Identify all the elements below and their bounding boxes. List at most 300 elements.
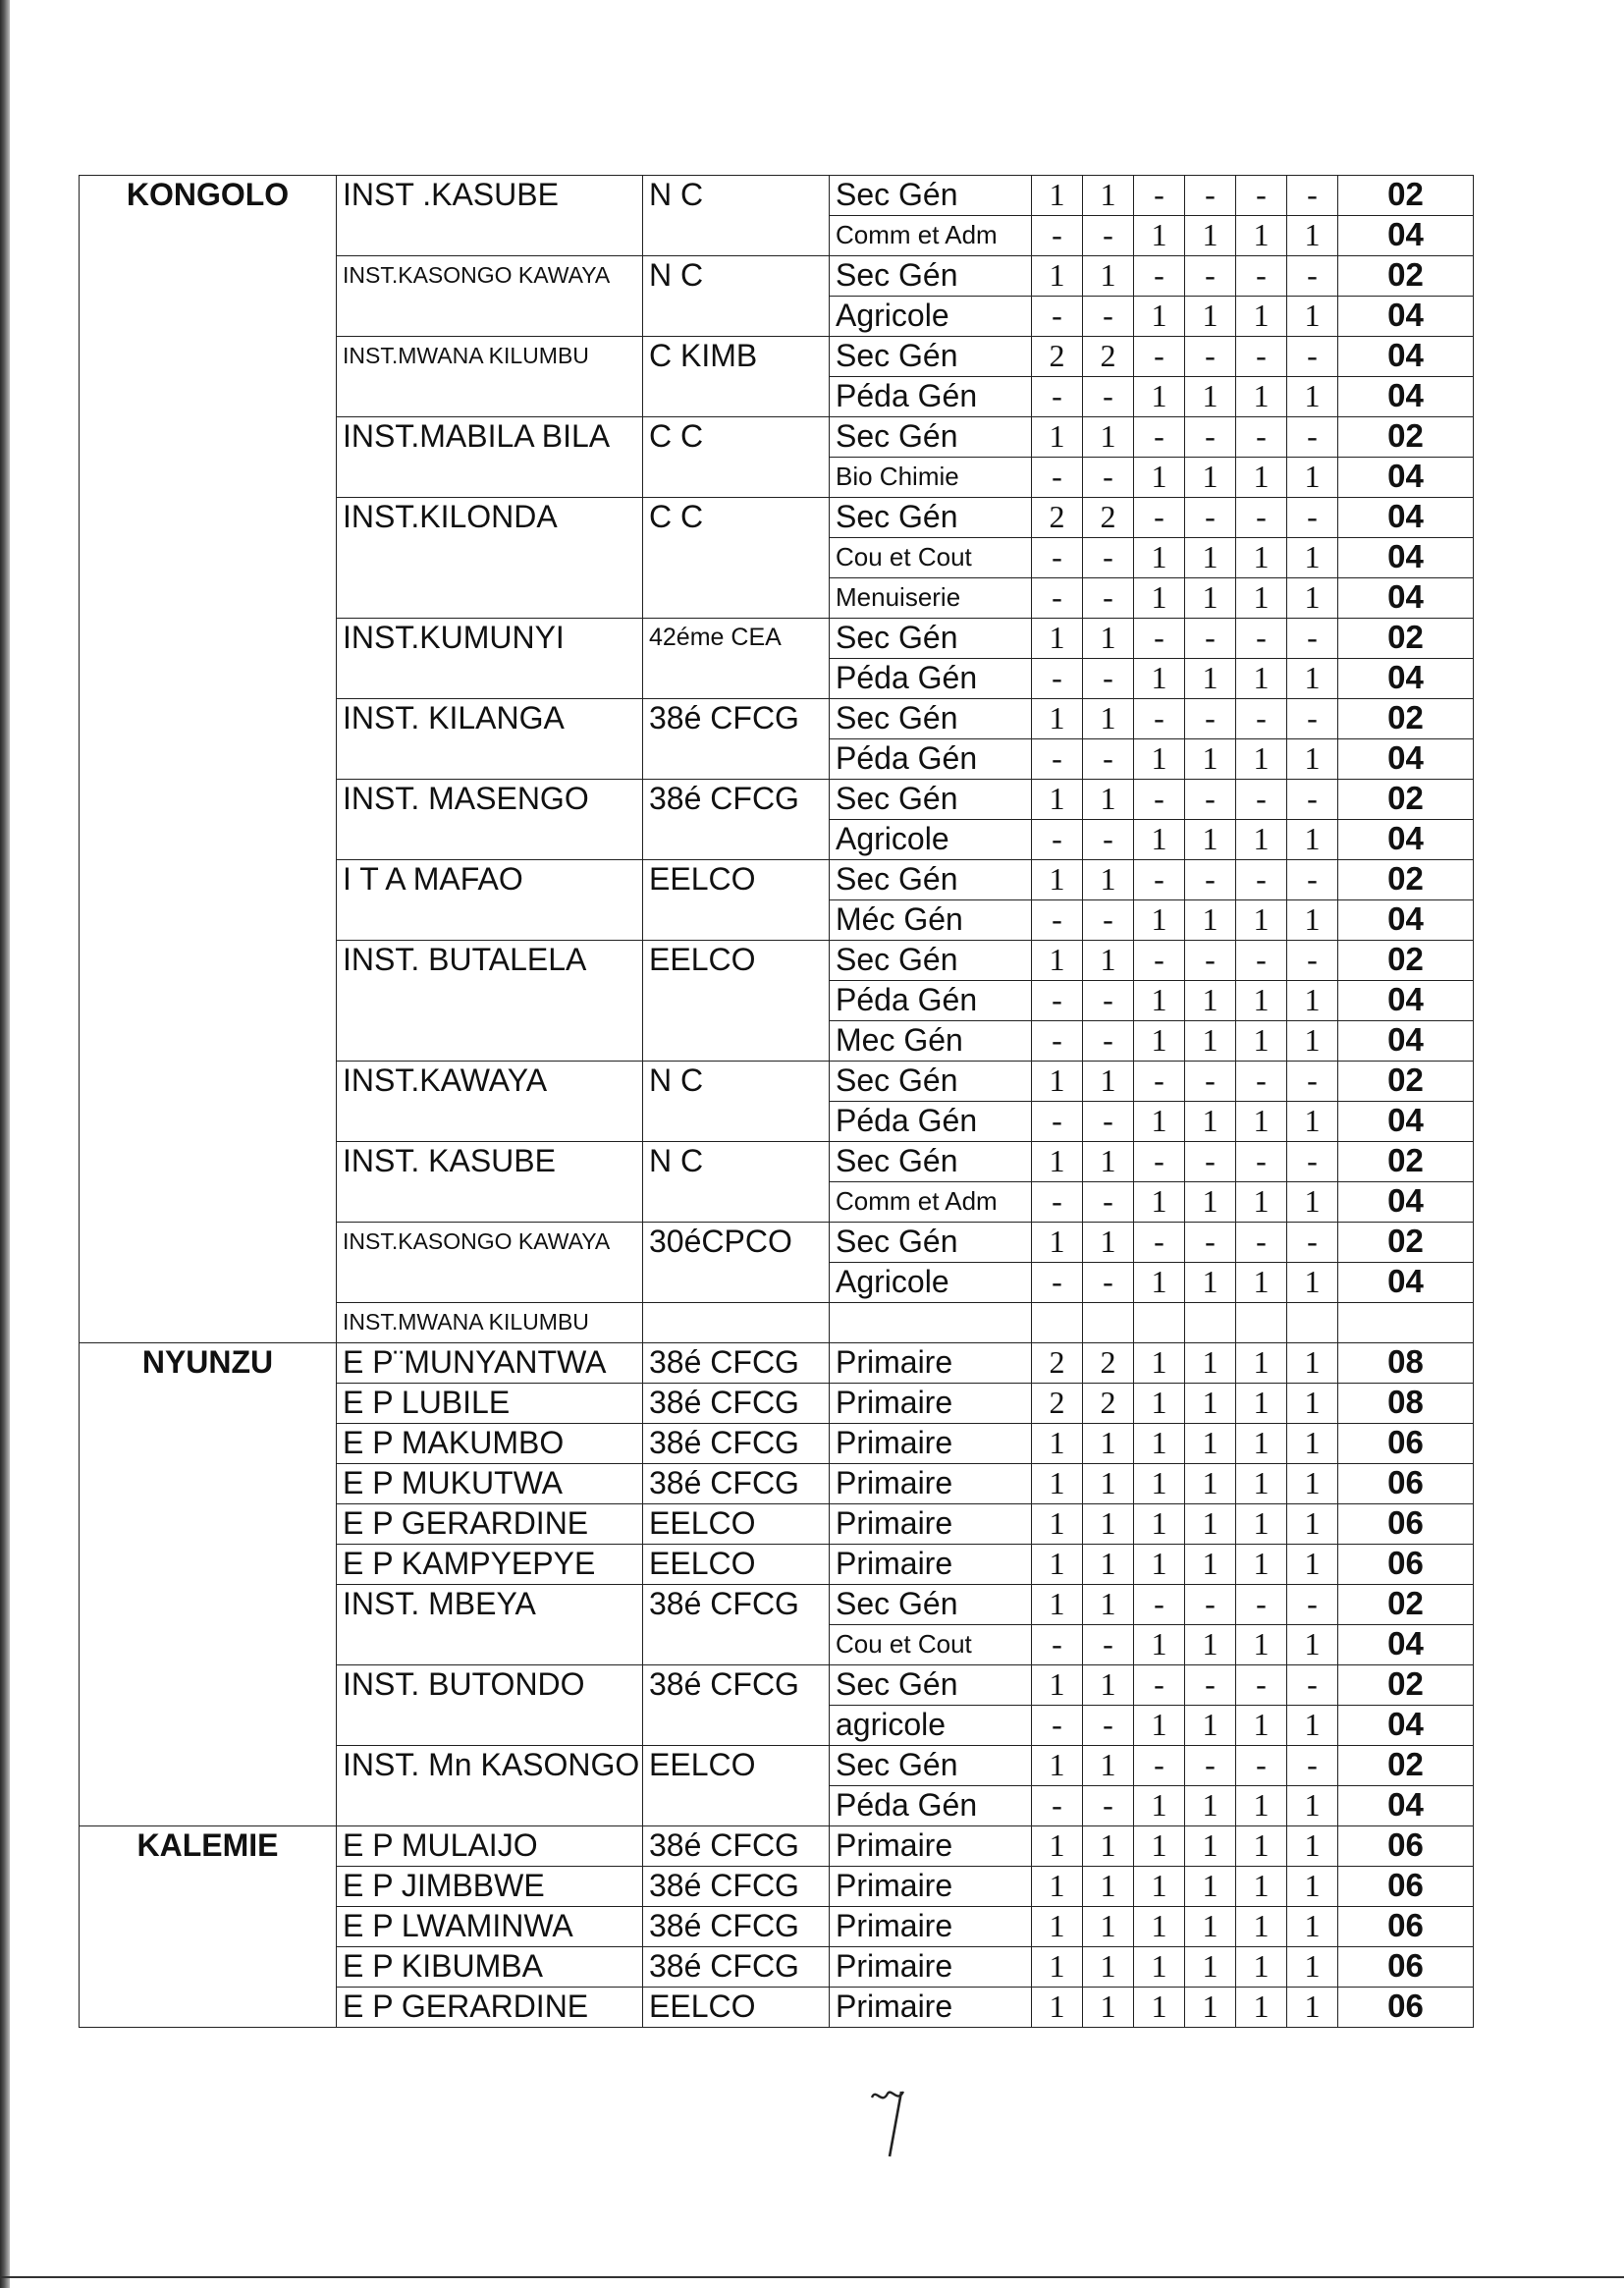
class-count-cell: 1: [1287, 739, 1338, 780]
class-count-cell: -: [1185, 337, 1236, 377]
class-count-cell: -: [1134, 780, 1185, 820]
class-count-cell: 1: [1134, 1826, 1185, 1867]
school-name-cell: E P LUBILE: [337, 1384, 643, 1424]
class-count-cell: -: [1032, 1786, 1083, 1826]
class-count-cell: 1: [1083, 1907, 1134, 1947]
class-count-cell: 1: [1236, 1988, 1287, 2028]
total-cell: 06: [1338, 1867, 1474, 1907]
class-count-cell: 1: [1185, 1384, 1236, 1424]
school-name-cell: INST. Mn KASONGO: [337, 1746, 643, 1826]
school-name-cell: E P KAMPYEPYE: [337, 1545, 643, 1585]
class-count-cell: 1: [1236, 1786, 1287, 1826]
option-cell: Sec Gén: [830, 498, 1032, 538]
class-count-cell: 1: [1134, 1786, 1185, 1826]
gestion-cell: 38é CFCG: [643, 1464, 830, 1504]
school-name-cell: E P MULAIJO: [337, 1826, 643, 1867]
total-cell: 04: [1338, 1786, 1474, 1826]
class-count-cell: 1: [1032, 619, 1083, 659]
class-count-cell: 1: [1236, 1867, 1287, 1907]
class-count-cell: 1: [1185, 1826, 1236, 1867]
school-name-cell: INST. MBEYA: [337, 1585, 643, 1665]
class-count-cell: 1: [1083, 941, 1134, 981]
class-count-cell: 1: [1185, 1907, 1236, 1947]
class-count-cell: 1: [1032, 1988, 1083, 2028]
option-cell: Cou et Cout: [830, 1625, 1032, 1665]
class-count-cell: -: [1236, 699, 1287, 739]
class-count-cell: -: [1185, 1062, 1236, 1102]
total-cell: 02: [1338, 176, 1474, 216]
class-count-cell: 1: [1185, 1988, 1236, 2028]
class-count-cell: 1: [1083, 699, 1134, 739]
gestion-cell: C C: [643, 498, 830, 619]
class-count-cell: -: [1236, 1585, 1287, 1625]
class-count-cell: 1: [1236, 1706, 1287, 1746]
class-count-cell: 1: [1236, 1263, 1287, 1303]
school-name-cell: E P MAKUMBO: [337, 1424, 643, 1464]
gestion-cell: 38é CFCG: [643, 1826, 830, 1867]
class-count-cell: 1: [1032, 1545, 1083, 1585]
class-count-cell: -: [1185, 1746, 1236, 1786]
class-count-cell: 1: [1083, 1464, 1134, 1504]
class-count-cell: 1: [1236, 1464, 1287, 1504]
class-count-cell: -: [1083, 1706, 1134, 1746]
total-cell: 04: [1338, 1182, 1474, 1223]
class-count-cell: 1: [1032, 1867, 1083, 1907]
class-count-cell: -: [1287, 699, 1338, 739]
school-name-cell: INST.KASONGO KAWAYA: [337, 1223, 643, 1303]
class-count-cell: -: [1083, 216, 1134, 256]
class-count-cell: 1: [1236, 216, 1287, 256]
schools-table-body: [80, 176, 1474, 2028]
class-count-cell: -: [1287, 176, 1338, 216]
class-count-cell: 1: [1134, 377, 1185, 417]
class-count-cell: 2: [1083, 337, 1134, 377]
class-count-cell: 1: [1287, 1021, 1338, 1062]
class-count-cell: -: [1134, 699, 1185, 739]
total-cell: 04: [1338, 981, 1474, 1021]
class-count-cell: 1: [1287, 659, 1338, 699]
class-count-cell: 1: [1083, 256, 1134, 297]
total-cell: 02: [1338, 619, 1474, 659]
class-count-cell: -: [1185, 941, 1236, 981]
class-count-cell: -: [1032, 216, 1083, 256]
total-cell: 06: [1338, 1545, 1474, 1585]
class-count-cell: 1: [1032, 1142, 1083, 1182]
option-cell: Comm et Adm: [830, 1182, 1032, 1223]
total-cell: 04: [1338, 216, 1474, 256]
option-cell: Sec Gén: [830, 176, 1032, 216]
total-cell: 04: [1338, 659, 1474, 699]
class-count-cell: 1: [1287, 1786, 1338, 1826]
class-count-cell: 1: [1236, 820, 1287, 860]
class-count-cell: 1: [1134, 1625, 1185, 1665]
total-cell: 02: [1338, 860, 1474, 900]
gestion-cell: C KIMB: [643, 337, 830, 417]
school-name-cell: INST.KAWAYA: [337, 1062, 643, 1142]
gestion-cell: EELCO: [643, 1746, 830, 1826]
class-count-cell: -: [1083, 538, 1134, 578]
gestion-cell: 38é CFCG: [643, 1384, 830, 1424]
class-count-cell: 1: [1032, 176, 1083, 216]
class-count-cell: 1: [1287, 1384, 1338, 1424]
class-count-cell: -: [1287, 1665, 1338, 1706]
class-count-cell: 1: [1032, 417, 1083, 458]
class-count-cell: -: [1083, 1625, 1134, 1665]
class-count-cell: 1: [1287, 1867, 1338, 1907]
option-cell: Primaire: [830, 1424, 1032, 1464]
option-cell: Bio Chimie: [830, 458, 1032, 498]
total-cell: 06: [1338, 1826, 1474, 1867]
school-name-cell: INST. MASENGO: [337, 780, 643, 860]
class-count-cell: 1: [1287, 1263, 1338, 1303]
school-name-cell: INST. KILANGA: [337, 699, 643, 780]
class-count-cell: -: [1134, 860, 1185, 900]
school-name-cell: INST.KUMUNYI: [337, 619, 643, 699]
class-count-cell: 1: [1185, 297, 1236, 337]
total-cell: 02: [1338, 699, 1474, 739]
option-cell: Menuiserie: [830, 578, 1032, 619]
class-count-cell: -: [1185, 1142, 1236, 1182]
class-count-cell: -: [1236, 860, 1287, 900]
class-count-cell: -: [1032, 538, 1083, 578]
total-cell: 06: [1338, 1504, 1474, 1545]
option-cell: Primaire: [830, 1867, 1032, 1907]
class-count-cell: 1: [1236, 1424, 1287, 1464]
gestion-cell: C C: [643, 417, 830, 498]
option-cell: Sec Gén: [830, 699, 1032, 739]
class-count-cell: -: [1134, 941, 1185, 981]
gestion-cell: 38é CFCG: [643, 1343, 830, 1384]
class-count-cell: -: [1185, 1665, 1236, 1706]
class-count-cell: 1: [1083, 1947, 1134, 1988]
total-cell: 02: [1338, 1062, 1474, 1102]
class-count-cell: -: [1134, 1223, 1185, 1263]
class-count-cell: -: [1236, 619, 1287, 659]
school-name-cell: E P¨MUNYANTWA: [337, 1343, 643, 1384]
class-count-cell: -: [1032, 377, 1083, 417]
class-count-cell: 1: [1185, 739, 1236, 780]
option-cell: Péda Gén: [830, 659, 1032, 699]
total-cell: 04: [1338, 1021, 1474, 1062]
class-count-cell: -: [1236, 417, 1287, 458]
class-count-cell: -: [1032, 900, 1083, 941]
class-count-cell: 1: [1032, 1947, 1083, 1988]
class-count-cell: -: [1236, 176, 1287, 216]
class-count-cell: -: [1287, 417, 1338, 458]
option-cell: Primaire: [830, 1384, 1032, 1424]
class-count-cell: 1: [1287, 1907, 1338, 1947]
class-count-cell: -: [1287, 1746, 1338, 1786]
class-count-cell: 1: [1032, 699, 1083, 739]
class-count-cell: 1: [1083, 1867, 1134, 1907]
class-count-cell: 1: [1287, 1424, 1338, 1464]
option-cell: Sec Gén: [830, 1223, 1032, 1263]
class-count-cell: -: [1032, 739, 1083, 780]
class-count-cell: 1: [1287, 1464, 1338, 1504]
class-count-cell: 1: [1287, 1988, 1338, 2028]
class-count-cell: 1: [1236, 1102, 1287, 1142]
class-count-cell: 1: [1236, 1021, 1287, 1062]
class-count-cell: -: [1083, 981, 1134, 1021]
class-count-cell: 1: [1287, 538, 1338, 578]
option-cell: Cou et Cout: [830, 538, 1032, 578]
school-name-cell: E P JIMBBWE: [337, 1867, 643, 1907]
class-count-cell: 1: [1032, 1665, 1083, 1706]
class-count-cell: 1: [1032, 1746, 1083, 1786]
class-count-cell: 1: [1083, 1142, 1134, 1182]
class-count-cell: 1: [1134, 981, 1185, 1021]
class-count-cell: -: [1083, 659, 1134, 699]
class-count-cell: -: [1236, 780, 1287, 820]
class-count-cell: 1: [1083, 619, 1134, 659]
option-cell: Sec Gén: [830, 941, 1032, 981]
school-name-cell: INST. KASUBE: [337, 1142, 643, 1223]
class-count-cell: 2: [1083, 498, 1134, 538]
option-cell: Péda Gén: [830, 739, 1032, 780]
total-cell: 06: [1338, 1907, 1474, 1947]
class-count-cell: 1: [1134, 1384, 1185, 1424]
class-count-cell: -: [1236, 1142, 1287, 1182]
class-count-cell: -: [1032, 659, 1083, 699]
class-count-cell: -: [1134, 1746, 1185, 1786]
class-count-cell: 1: [1287, 1504, 1338, 1545]
class-count-cell: 1: [1287, 1826, 1338, 1867]
total-cell: 04: [1338, 1706, 1474, 1746]
option-cell: Comm et Adm: [830, 216, 1032, 256]
class-count-cell: -: [1083, 1102, 1134, 1142]
class-count-cell: 1: [1134, 1867, 1185, 1907]
school-name-cell: INST.MWANA KILUMBU: [337, 337, 643, 417]
option-cell: [830, 1303, 1032, 1343]
class-count-cell: 1: [1287, 1343, 1338, 1384]
class-count-cell: 1: [1236, 1907, 1287, 1947]
class-count-cell: -: [1083, 1786, 1134, 1826]
gestion-cell: 38é CFCG: [643, 1665, 830, 1746]
school-name-cell: INST.KILONDA: [337, 498, 643, 619]
class-count-cell: 1: [1134, 1102, 1185, 1142]
class-count-cell: -: [1083, 1021, 1134, 1062]
class-count-cell: -: [1032, 458, 1083, 498]
class-count-cell: -: [1287, 1062, 1338, 1102]
class-count-cell: -: [1083, 1263, 1134, 1303]
class-count-cell: -: [1134, 619, 1185, 659]
class-count-cell: -: [1032, 297, 1083, 337]
class-count-cell: 1: [1032, 1585, 1083, 1625]
class-count-cell: -: [1083, 1182, 1134, 1223]
total-cell: 04: [1338, 1263, 1474, 1303]
class-count-cell: [1236, 1303, 1287, 1343]
gestion-cell: 38é CFCG: [643, 1424, 830, 1464]
class-count-cell: -: [1287, 498, 1338, 538]
class-count-cell: -: [1236, 1062, 1287, 1102]
option-cell: Sec Gén: [830, 417, 1032, 458]
class-count-cell: 1: [1134, 820, 1185, 860]
gestion-cell: N C: [643, 1142, 830, 1223]
class-count-cell: 1: [1287, 820, 1338, 860]
gestion-cell: 38é CFCG: [643, 1947, 830, 1988]
total-cell: 02: [1338, 941, 1474, 981]
class-count-cell: -: [1083, 739, 1134, 780]
table-row: [80, 176, 1474, 216]
class-count-cell: -: [1287, 337, 1338, 377]
class-count-cell: 1: [1134, 739, 1185, 780]
option-cell: Péda Gén: [830, 1102, 1032, 1142]
option-cell: Primaire: [830, 1826, 1032, 1867]
class-count-cell: -: [1083, 900, 1134, 941]
class-count-cell: 1: [1032, 1504, 1083, 1545]
class-count-cell: 1: [1236, 458, 1287, 498]
class-count-cell: 1: [1083, 1504, 1134, 1545]
class-count-cell: -: [1287, 860, 1338, 900]
class-count-cell: 2: [1083, 1384, 1134, 1424]
option-cell: Primaire: [830, 1545, 1032, 1585]
total-cell: 06: [1338, 1947, 1474, 1988]
school-name-cell: INST.MWANA KILUMBU: [337, 1303, 643, 1343]
class-count-cell: -: [1287, 1223, 1338, 1263]
class-count-cell: -: [1134, 417, 1185, 458]
class-count-cell: 1: [1134, 538, 1185, 578]
total-cell: [1338, 1303, 1474, 1343]
class-count-cell: -: [1185, 498, 1236, 538]
total-cell: 02: [1338, 1665, 1474, 1706]
class-count-cell: 2: [1032, 498, 1083, 538]
schools-table: [79, 175, 1474, 2028]
option-cell: Primaire: [830, 1988, 1032, 2028]
class-count-cell: -: [1032, 1182, 1083, 1223]
class-count-cell: 1: [1083, 1826, 1134, 1867]
total-cell: 04: [1338, 578, 1474, 619]
class-count-cell: 2: [1032, 1384, 1083, 1424]
class-count-cell: 1: [1185, 981, 1236, 1021]
total-cell: 02: [1338, 256, 1474, 297]
class-count-cell: 1: [1083, 417, 1134, 458]
total-cell: 04: [1338, 458, 1474, 498]
class-count-cell: 1: [1083, 1545, 1134, 1585]
class-count-cell: -: [1185, 256, 1236, 297]
class-count-cell: -: [1287, 780, 1338, 820]
class-count-cell: -: [1236, 337, 1287, 377]
class-count-cell: 1: [1185, 216, 1236, 256]
class-count-cell: 1: [1134, 458, 1185, 498]
class-count-cell: -: [1236, 1665, 1287, 1706]
option-cell: Sec Gén: [830, 256, 1032, 297]
class-count-cell: -: [1134, 176, 1185, 216]
class-count-cell: [1287, 1303, 1338, 1343]
class-count-cell: 1: [1083, 1424, 1134, 1464]
class-count-cell: 2: [1032, 337, 1083, 377]
class-count-cell: 1: [1236, 900, 1287, 941]
class-count-cell: -: [1185, 1585, 1236, 1625]
class-count-cell: -: [1236, 1746, 1287, 1786]
gestion-cell: 42éme CEA: [643, 619, 830, 699]
class-count-cell: 1: [1287, 1545, 1338, 1585]
total-cell: 02: [1338, 780, 1474, 820]
class-count-cell: 1: [1134, 1424, 1185, 1464]
option-cell: Sec Gén: [830, 1746, 1032, 1786]
class-count-cell: 1: [1236, 981, 1287, 1021]
class-count-cell: -: [1134, 1665, 1185, 1706]
option-cell: Méc Gén: [830, 900, 1032, 941]
class-count-cell: -: [1185, 780, 1236, 820]
class-count-cell: 1: [1032, 780, 1083, 820]
gestion-cell: 38é CFCG: [643, 1867, 830, 1907]
class-count-cell: -: [1032, 1625, 1083, 1665]
class-count-cell: 1: [1236, 1545, 1287, 1585]
class-count-cell: -: [1134, 337, 1185, 377]
class-count-cell: -: [1236, 1223, 1287, 1263]
class-count-cell: -: [1185, 860, 1236, 900]
total-cell: 04: [1338, 498, 1474, 538]
class-count-cell: 1: [1185, 1786, 1236, 1826]
gestion-cell: EELCO: [643, 1545, 830, 1585]
gestion-cell: EELCO: [643, 941, 830, 1062]
school-name-cell: E P LWAMINWA: [337, 1907, 643, 1947]
class-count-cell: 1: [1032, 1424, 1083, 1464]
gestion-cell: EELCO: [643, 1504, 830, 1545]
option-cell: Agricole: [830, 820, 1032, 860]
class-count-cell: -: [1032, 578, 1083, 619]
gestion-cell: 38é CFCG: [643, 780, 830, 860]
class-count-cell: 2: [1083, 1343, 1134, 1384]
class-count-cell: 1: [1287, 900, 1338, 941]
school-name-cell: I T A MAFAO: [337, 860, 643, 941]
total-cell: 08: [1338, 1384, 1474, 1424]
class-count-cell: 1: [1236, 377, 1287, 417]
class-count-cell: 1: [1083, 860, 1134, 900]
total-cell: 02: [1338, 1142, 1474, 1182]
class-count-cell: 1: [1032, 1826, 1083, 1867]
class-count-cell: 1: [1083, 1585, 1134, 1625]
option-cell: Sec Gén: [830, 860, 1032, 900]
class-count-cell: -: [1083, 297, 1134, 337]
total-cell: 08: [1338, 1343, 1474, 1384]
class-count-cell: 1: [1134, 1263, 1185, 1303]
class-count-cell: 1: [1032, 1464, 1083, 1504]
class-count-cell: 1: [1287, 578, 1338, 619]
class-count-cell: 1: [1185, 1545, 1236, 1585]
option-cell: Primaire: [830, 1947, 1032, 1988]
class-count-cell: 1: [1287, 377, 1338, 417]
class-count-cell: -: [1134, 1585, 1185, 1625]
class-count-cell: -: [1083, 377, 1134, 417]
class-count-cell: 1: [1185, 1343, 1236, 1384]
class-count-cell: 1: [1185, 377, 1236, 417]
gestion-cell: N C: [643, 1062, 830, 1142]
school-name-cell: INST.MABILA BILA: [337, 417, 643, 498]
class-count-cell: -: [1134, 1142, 1185, 1182]
option-cell: Primaire: [830, 1504, 1032, 1545]
total-cell: 04: [1338, 900, 1474, 941]
total-cell: 04: [1338, 538, 1474, 578]
option-cell: Péda Gén: [830, 377, 1032, 417]
school-name-cell: E P GERARDINE: [337, 1988, 643, 2028]
class-count-cell: 1: [1236, 297, 1287, 337]
class-count-cell: 1: [1185, 659, 1236, 699]
gestion-cell: 30éCPCO: [643, 1223, 830, 1303]
signature-mark: [864, 2084, 923, 2162]
option-cell: Péda Gén: [830, 981, 1032, 1021]
class-count-cell: -: [1236, 498, 1287, 538]
class-count-cell: 1: [1083, 176, 1134, 216]
option-cell: Sec Gén: [830, 1142, 1032, 1182]
school-name-cell: INST.KASONGO KAWAYA: [337, 256, 643, 337]
class-count-cell: -: [1185, 699, 1236, 739]
class-count-cell: 1: [1032, 1062, 1083, 1102]
class-count-cell: 1: [1185, 1102, 1236, 1142]
class-count-cell: 1: [1287, 1706, 1338, 1746]
class-count-cell: -: [1032, 981, 1083, 1021]
class-count-cell: -: [1287, 619, 1338, 659]
